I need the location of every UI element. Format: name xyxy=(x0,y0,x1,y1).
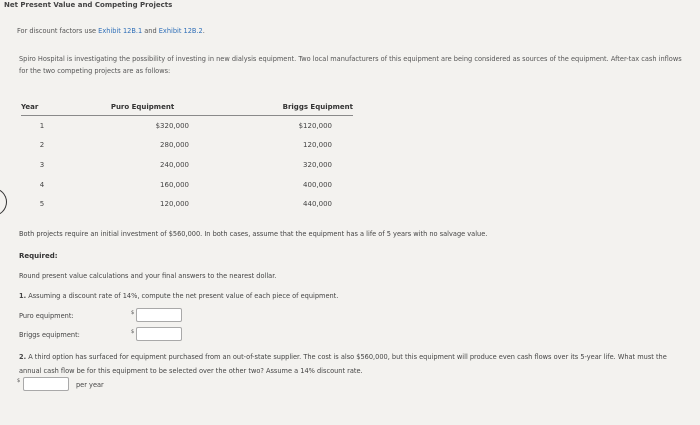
table-row xyxy=(21,116,353,136)
puro-npv-label: Puro equipment: xyxy=(19,312,74,320)
exhibit-12b2-link[interactable]: Exhibit 12B.2 xyxy=(158,27,203,35)
discount-note-suffix: . xyxy=(202,27,205,35)
table-header-row xyxy=(21,99,353,116)
annual-cashflow-dollar-sign: $ xyxy=(17,378,21,384)
scenario-text: Spiro Hospital is investigating the possibility of investing in new dialysis equipment. Two local manufacturers of this equipment are being considered as sources of the equipment. After-tax cash inflows for the two competing projects are as follows: xyxy=(19,55,682,75)
cell-puro: 120,000 xyxy=(160,200,189,209)
cell-puro: 280,000 xyxy=(160,141,189,150)
question-2 xyxy=(19,350,689,378)
cell-briggs: 120,000 xyxy=(303,141,332,150)
discount-note-prefix: For discount factors use xyxy=(17,27,99,35)
rounding-note: Round present value calculations and your final answers to the nearest dollar. xyxy=(19,272,277,280)
cell-puro: 240,000 xyxy=(160,160,189,169)
cash-flow-table xyxy=(21,99,353,214)
header-puro: Puro Equipment xyxy=(110,103,175,111)
briggs-npv-label: Briggs equipment: xyxy=(19,331,80,339)
question-1-text: Assuming a discount rate of 14%, compute the net present value of each piece of equipment. xyxy=(26,292,339,300)
table-row xyxy=(21,175,353,195)
cell-puro: $320,000 xyxy=(155,121,189,130)
investment-note: Both projects require an initial investment of $560,000. In both cases, assume that the equipment has a life of 5 years with no salvage value. xyxy=(19,230,488,238)
header-briggs: Briggs Equipment xyxy=(282,103,353,111)
cell-briggs: $120,000 xyxy=(298,121,332,130)
question-1-number: 1. xyxy=(19,292,27,300)
table-row xyxy=(21,194,353,214)
cell-year: 5 xyxy=(39,200,45,209)
question-1 xyxy=(19,292,338,300)
annual-cashflow-input[interactable] xyxy=(23,377,69,391)
table-row xyxy=(21,155,353,175)
discount-factor-note xyxy=(17,27,205,35)
left-edge-bracket xyxy=(0,188,7,216)
table-row xyxy=(21,136,353,156)
page-title: Net Present Value and Competing Projects xyxy=(4,1,173,9)
discount-note-and: and xyxy=(142,27,159,35)
briggs-dollar-sign: $ xyxy=(131,329,135,335)
cell-year: 3 xyxy=(39,160,45,169)
header-year: Year xyxy=(21,103,39,111)
required-heading: Required: xyxy=(19,252,58,260)
question-2-number: 2. xyxy=(19,353,27,361)
cell-puro: 160,000 xyxy=(160,180,189,189)
puro-npv-input[interactable] xyxy=(136,308,182,322)
cell-year: 4 xyxy=(39,180,45,189)
cell-briggs: 400,000 xyxy=(303,180,332,189)
puro-dollar-sign: $ xyxy=(131,310,135,316)
cell-year: 1 xyxy=(39,121,45,130)
question-2-text: A third option has surfaced for equipment purchased from an out-of-state supplier. The cost is also $560,000, but this equipment will produce even cash flows over its 5-year life. What must the annual cash flow be for this equipment to be selected over the other two? Assume a 14% discount rate. xyxy=(19,353,667,375)
cell-briggs: 320,000 xyxy=(303,160,332,169)
cell-briggs: 440,000 xyxy=(303,200,332,209)
per-year-label: per year xyxy=(76,381,104,389)
cell-year: 2 xyxy=(39,141,45,150)
briggs-npv-input[interactable] xyxy=(136,327,182,341)
exhibit-12b1-link[interactable]: Exhibit 12B.1 xyxy=(98,27,143,35)
